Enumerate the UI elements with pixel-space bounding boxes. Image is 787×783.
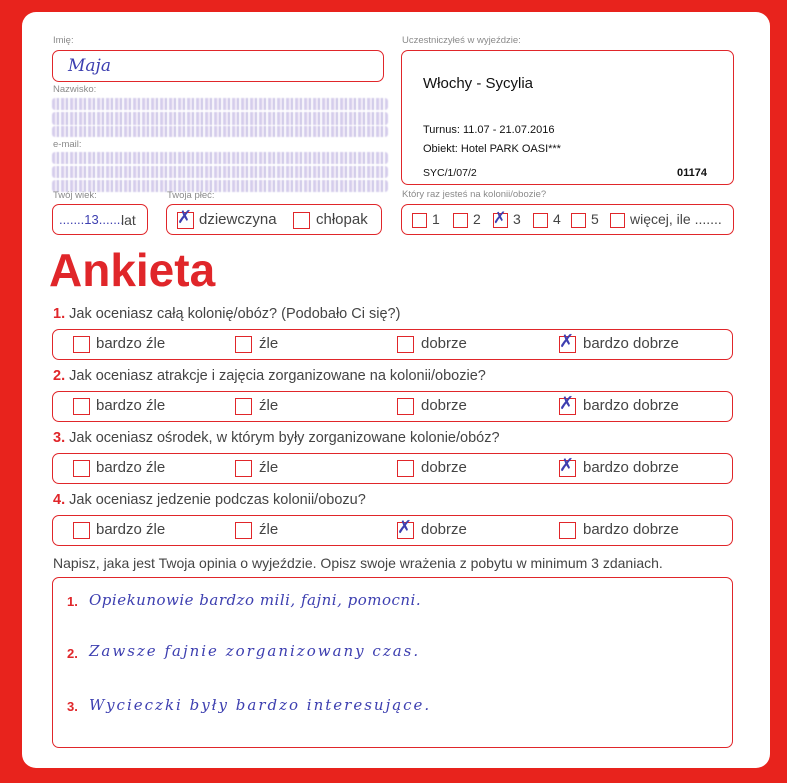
q3-zle-checkbox[interactable] (235, 460, 252, 477)
times-5-label: 5 (591, 211, 599, 227)
survey-sheet (22, 12, 770, 768)
email-redacted-1 (52, 152, 388, 164)
question-3-answers (52, 453, 733, 484)
email-redacted-2 (52, 166, 388, 178)
times-4-checkbox[interactable] (533, 213, 548, 228)
q3-dobrze-label: dobrze (421, 459, 467, 476)
q4-zle-checkbox[interactable] (235, 522, 252, 539)
trip-number: 01174 (677, 167, 707, 179)
participant-label: Uczestniczyłeś w wyjeździe: (402, 35, 521, 46)
q3-zle-label: źle (259, 459, 279, 476)
opinion-line-2-num: 2. (67, 646, 78, 661)
q4-bardzo-dobrze-checkbox[interactable] (559, 522, 576, 539)
gender-girl-label: dziewczyna (199, 211, 277, 228)
q1-bardzo-dobrze-checkbox[interactable]: ✗ (559, 331, 575, 352)
times-more-checkbox[interactable] (610, 213, 625, 228)
times-2-checkbox[interactable] (453, 213, 468, 228)
question-1-answers (52, 329, 733, 360)
q3-bardzo-dobrze-checkbox[interactable]: ✗ (559, 455, 575, 476)
times-3-label: 3 (513, 211, 521, 227)
opinion-line-2: Zawsze fajnie zorganizowany czas. (89, 642, 421, 660)
times-4-label: 4 (553, 211, 561, 227)
q3-dobrze-checkbox[interactable] (397, 460, 414, 477)
opinion-line-3: Wycieczki były bardzo interesujące. (89, 696, 432, 714)
email-redacted-3 (52, 180, 388, 192)
q2-bardzo-dobrze-checkbox[interactable]: ✗ (559, 393, 575, 414)
q4-dobrze-checkbox[interactable]: ✗ (397, 517, 413, 538)
name-value: Maja (68, 56, 111, 76)
surname-redacted-2 (52, 112, 388, 125)
question-2-answers (52, 391, 733, 422)
age-field[interactable] (52, 204, 148, 235)
times-1-label: 1 (432, 211, 440, 227)
opinion-line-1: Opiekunowie bardzo mili, fajni, pomocni. (89, 591, 422, 609)
age-label: Twój wiek: (53, 190, 97, 201)
q1-dobrze-label: dobrze (421, 335, 467, 352)
q2-dobrze-label: dobrze (421, 397, 467, 414)
gender-boy-label: chłopak (316, 211, 368, 228)
q1-zle-checkbox[interactable] (235, 336, 252, 353)
q4-dobrze-label: dobrze (421, 521, 467, 538)
q3-bardzo-zle-label: bardzo źle (96, 459, 166, 476)
gender-boy-checkbox[interactable] (293, 212, 310, 229)
times-2-label: 2 (473, 211, 481, 227)
survey-title: Ankieta (49, 244, 216, 296)
q3-bardzo-zle-checkbox[interactable] (73, 460, 90, 477)
q1-bardzo-zle-label: bardzo źle (96, 335, 166, 352)
surname-redacted-1 (52, 98, 388, 110)
trip-box (401, 50, 734, 185)
q1-dobrze-checkbox[interactable] (397, 336, 414, 353)
trip-turnus: Turnus: 11.07 - 21.07.2016 (423, 124, 555, 136)
times-more-label: więcej, ile ....... (630, 211, 722, 227)
q3-bardzo-dobrze-label: bardzo dobrze (583, 459, 679, 476)
q4-bardzo-zle-checkbox[interactable] (73, 522, 90, 539)
q2-zle-checkbox[interactable] (235, 398, 252, 415)
times-5-checkbox[interactable] (571, 213, 586, 228)
gender-field (166, 204, 382, 235)
times-1-checkbox[interactable] (412, 213, 427, 228)
question-2: 2. Jak oceniasz atrakcje i zajęcia zorganizowane na kolonii/obozie? (53, 368, 486, 384)
surname-redacted-3 (52, 126, 388, 137)
opinion-prompt: Napisz, jaka jest Twoja opinia o wyjeździe. Opisz swoje wrażenia z pobytu w minimum 3 zdaniach. (53, 555, 663, 571)
q1-bardzo-zle-checkbox[interactable] (73, 336, 90, 353)
name-label: Imię: (53, 35, 74, 46)
question-4: 4. Jak oceniasz jedzenie podczas kolonii/obozu? (53, 492, 366, 508)
question-1: 1. Jak oceniasz całą kolonię/obóz? (Podobało Ci się?) (53, 306, 401, 322)
times-label: Który raz jesteś na kolonii/obozie? (402, 189, 547, 200)
q4-zle-label: źle (259, 521, 279, 538)
gender-label: Twoja płeć: (167, 190, 215, 201)
q4-bardzo-dobrze-label: bardzo dobrze (583, 521, 679, 538)
q1-zle-label: źle (259, 335, 279, 352)
name-field[interactable] (52, 50, 384, 82)
q4-bardzo-zle-label: bardzo źle (96, 521, 166, 538)
q2-bardzo-zle-label: bardzo źle (96, 397, 166, 414)
opinion-line-3-num: 3. (67, 699, 78, 714)
q2-bardzo-zle-checkbox[interactable] (73, 398, 90, 415)
email-label: e-mail: (53, 139, 82, 150)
q1-bardzo-dobrze-label: bardzo dobrze (583, 335, 679, 352)
surname-label: Nazwisko: (53, 84, 97, 95)
opinion-box[interactable] (52, 577, 733, 748)
times-3-checkbox[interactable]: ✗ (493, 208, 507, 227)
q2-bardzo-dobrze-label: bardzo dobrze (583, 397, 679, 414)
gender-girl-checkbox[interactable]: ✗ (177, 207, 193, 228)
age-unit: lat (121, 212, 136, 228)
opinion-line-1-num: 1. (67, 594, 78, 609)
q2-dobrze-checkbox[interactable] (397, 398, 414, 415)
times-field (401, 204, 734, 235)
trip-obiekt: Obiekt: Hotel PARK OASI*** (423, 143, 561, 155)
question-3: 3. Jak oceniasz ośrodek, w którym były zorganizowane kolonie/obóz? (53, 430, 500, 446)
question-4-answers (52, 515, 733, 546)
q2-zle-label: źle (259, 397, 279, 414)
trip-destination: Włochy - Sycylia (423, 75, 534, 92)
trip-code: SYC/1/07/2 (423, 167, 477, 179)
age-value: .......13....... (59, 212, 125, 227)
